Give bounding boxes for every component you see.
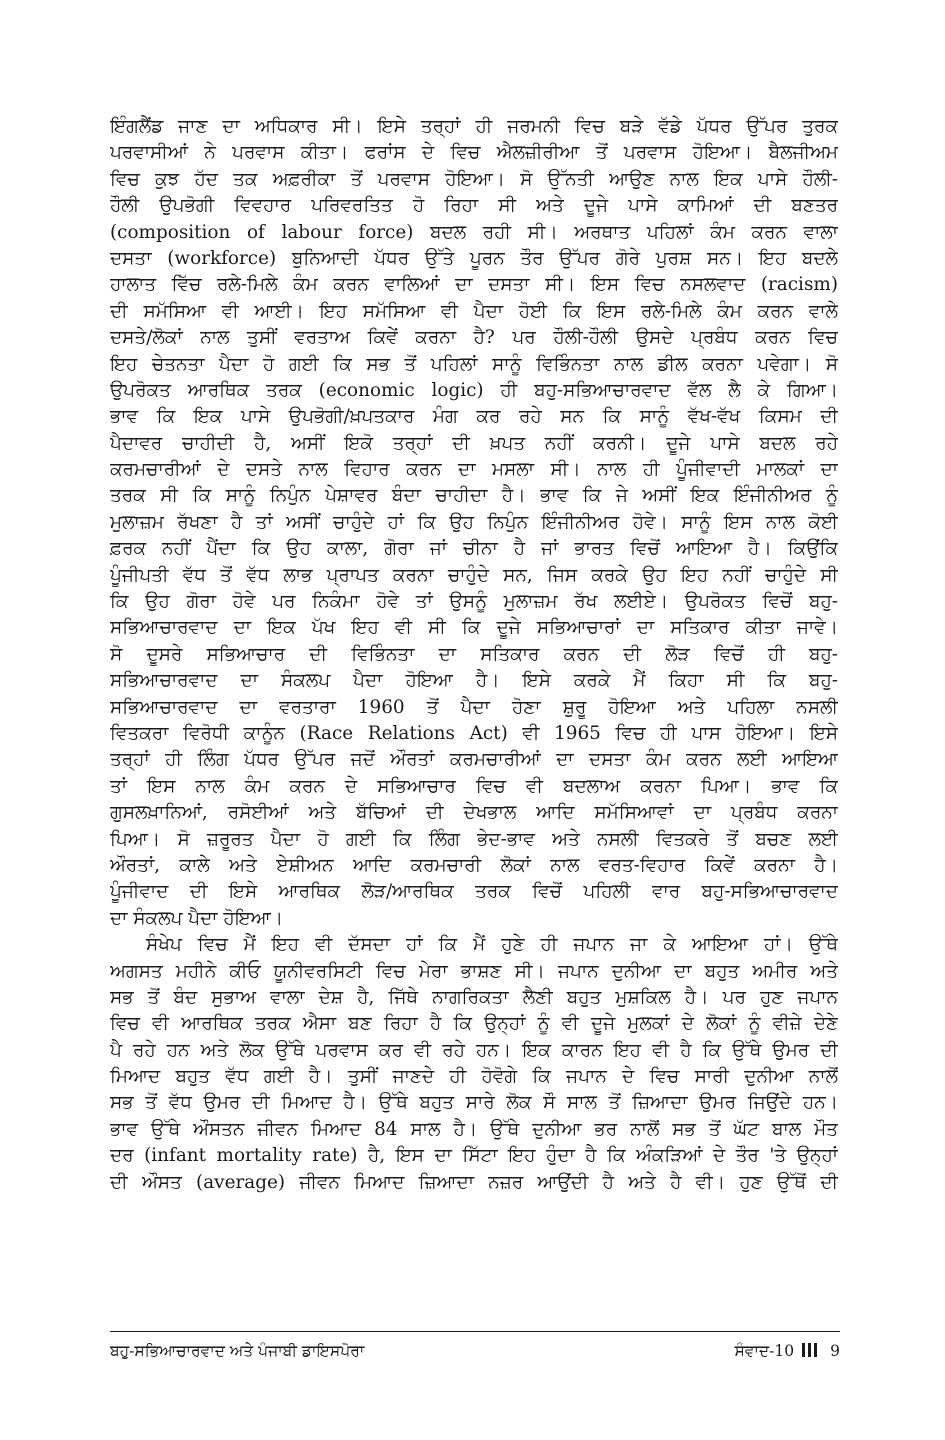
footer-series: ਸੰਵਾਦ-10 xyxy=(734,1342,795,1360)
body-text xyxy=(110,114,838,1196)
footer-rule xyxy=(110,1331,840,1332)
text-line: (composition of labour force) ਬਦਲ ਰਹੀ ਸੀ। ਅਰਥਾਤ ਪਹਿਲਾਂ ਕੰਮ ਕਰਨ ਵਾਲਾ xyxy=(110,221,838,243)
text-line: ਪੂੰਜੀਵਾਦ ਦੀ ਇਸੇ ਆਰਥਿਕ ਲੋੜ/ਆਰਥਿਕ ਤਰਕ ਵਿਚੋਂ ਪਹਿਲੀ ਵਾਰ ਬਹੁ-ਸਭਿਆਚਾਰਵਾਦ xyxy=(110,881,838,903)
text-line: ਹੌਲੀ ਉਪਭੋਗੀ ਵਿਵਹਾਰ ਪਰਿਵਰਤਿਤ ਹੋ ਰਿਹਾ ਸੀ ਅਤੇ ਦੂਜੇ ਪਾਸੇ ਕਾਮਿਆਂ ਦੀ ਬਣਤਰ xyxy=(110,195,838,217)
text-line: ਸਭਿਆਚਾਰਵਾਦ ਦਾ ਸੰਕਲਪ ਪੈਦਾ ਹੋਇਆ ਹੈ। ਇਸੇ ਕਰਕੇ ਮੈਂ ਕਿਹਾ ਸੀ ਕਿ ਬਹੁ- xyxy=(110,670,838,692)
text-line: ਫ਼ਰਕ ਨਹੀਂ ਪੈਂਦਾ ਕਿ ਉਹ ਕਾਲਾ, ਗੋਰਾ ਜਾਂ ਚੀਨਾ ਹੈ ਜਾਂ ਭਾਰਤ ਵਿਚੋਂ ਆਇਆ ਹੈ। ਕਿਉਂਕਿ xyxy=(110,538,838,560)
page-footer xyxy=(110,1338,840,1364)
text-line: ਭਾਵ ਉੱਥੇ ਔਸਤਨ ਜੀਵਨ ਮਿਆਦ 84 ਸਾਲ ਹੈ। ਉੱਥੇ ਦੁਨੀਆ ਭਰ ਨਾਲੋਂ ਸਭ ਤੋਂ ਘੱਟ ਬਾਲ ਮੌਤ xyxy=(110,1118,838,1140)
text-line: ਸਭ ਤੋਂ ਵੱਧ ਉਮਰ ਦੀ ਮਿਆਦ ਹੈ। ਉੱਥੇ ਬਹੁਤ ਸਾਰੇ ਲੋਕ ਸੌ ਸਾਲ ਤੋਂ ਜ਼ਿਆਦਾ ਉਮਰ ਜਿਉਂਦੇ ਹਨ। xyxy=(110,1092,838,1114)
text-line: ਤਰ੍ਹਾਂ ਹੀ ਲਿੰਗ ਪੱਧਰ ਉੱਪਰ ਜਦੋਂ ਔਰਤਾਂ ਕਰਮਚਾਰੀਆਂ ਦਾ ਦਸਤਾ ਕੰਮ ਕਰਨ ਲਈ ਆਇਆ xyxy=(110,749,838,771)
text-line: ਦੀ ਸਮੱਸਿਆ ਵੀ ਆਈ। ਇਹ ਸਮੱਸਿਆ ਵੀ ਪੈਦਾ ਹੋਈ ਕਿ ਇਸ ਰਲੇ-ਮਿਲੇ ਕੰਮ ਕਰਨ ਵਾਲੇ xyxy=(110,300,838,322)
text-line: ਸਭਿਆਚਾਰਵਾਦ ਦਾ ਇਕ ਪੱਖ ਇਹ ਵੀ ਸੀ ਕਿ ਦੂਜੇ ਸਭਿਆਚਾਰਾਂ ਦਾ ਸਤਿਕਾਰ ਕੀਤਾ ਜਾਵੇ। xyxy=(110,617,838,639)
text-line: ਸੰਖੇਪ ਵਿਚ ਮੈਂ ਇਹ ਵੀ ਦੱਸਦਾ ਹਾਂ ਕਿ ਮੈਂ ਹੁਣੇ ਹੀ ਜਪਾਨ ਜਾ ਕੇ ਆਇਆ ਹਾਂ। ਉੱਥੇ xyxy=(146,934,838,956)
text-line: ਵਿਚ ਕੁਝ ਹੱਦ ਤਕ ਅਫ਼ਰੀਕਾ ਤੋਂ ਪਰਵਾਸ ਹੋਇਆ। ਸੋ ਉੱਨਤੀ ਆਉਣ ਨਾਲ ਇਕ ਪਾਸੇ ਹੌਲੀ- xyxy=(110,168,838,190)
text-line: ਦੀ ਔਸਤ (average) ਜੀਵਨ ਮਿਆਦ ਜ਼ਿਆਦਾ ਨਜ਼ਰ ਆਉਂਦੀ ਹੈ ਅਤੇ ਹੈ ਵੀ। ਹੁਣ ਉੱਥੋਂ ਦੀ xyxy=(110,1171,838,1193)
text-line: ਪੈਦਾਵਰ ਚਾਹੀਦੀ ਹੈ, ਅਸੀਂ ਇਕੋ ਤਰ੍ਹਾਂ ਦੀ ਖ਼ਪਤ ਨਹੀਂ ਕਰਨੀ। ਦੂਜੇ ਪਾਸੇ ਬਦਲ ਰਹੇ xyxy=(110,432,838,454)
text-line: ਇਹ ਚੇਤਨਤਾ ਪੈਦਾ ਹੋ ਗਈ ਕਿ ਸਭ ਤੋਂ ਪਹਿਲਾਂ ਸਾਨੂੰ ਵਿਭਿੰਨਤਾ ਨਾਲ ਡੀਲ ਕਰਨਾ ਪਵੇਗਾ। ਸੋ xyxy=(110,353,838,375)
paragraph-2 xyxy=(110,932,838,1196)
footer-right-group xyxy=(734,1338,840,1364)
text-line: ਤਾਂ ਇਸ ਨਾਲ ਕੰਮ ਕਰਨ ਦੇ ਸਭਿਆਚਾਰ ਵਿਚ ਵੀ ਬਦਲਾਅ ਕਰਨਾ ਪਿਆ। ਭਾਵ ਕਿ xyxy=(110,775,838,797)
text-line: ਕਰਮਚਾਰੀਆਂ ਦੇ ਦਸਤੇ ਨਾਲ ਵਿਹਾਰ ਕਰਨ ਦਾ ਮਸਲਾ ਸੀ। ਨਾਲ ਹੀ ਪੂੰਜੀਵਾਦੀ ਮਾਲਕਾਂ ਦਾ xyxy=(110,459,838,481)
footer-book-title: ਬਹੁ-ਸਭਿਆਚਾਰਵਾਦ ਅਤੇ ਪੰਜਾਬੀ ਡਾਇਸਪੋਰਾ xyxy=(110,1342,365,1360)
text-line: ਦਸਤੇ/ਲੋਕਾਂ ਨਾਲ ਤੁਸੀਂ ਵਰਤਾਅ ਕਿਵੇਂ ਕਰਨਾ ਹੈ? ਪਰ ਹੌਲੀ-ਹੌਲੀ ਉਸਦੇ ਪ੍ਰਬੰਧ ਕਰਨ ਵਿਚ xyxy=(110,327,838,349)
text-line: ਅਗਸਤ ਮਹੀਨੇ ਕੀਓ ਯੂਨੀਵਰਸਿਟੀ ਵਿਚ ਮੇਰਾ ਭਾਸ਼ਣ ਸੀ। ਜਪਾਨ ਦੁਨੀਆ ਦਾ ਬਹੁਤ ਅਮੀਰ ਅਤੇ xyxy=(110,960,838,982)
text-line: ਮੁਲਾਜ਼ਮ ਰੱਖਣਾ ਹੈ ਤਾਂ ਅਸੀਂ ਚਾਹੁੰਦੇ ਹਾਂ ਕਿ ਉਹ ਨਿਪੁੰਨ ਇੰਜੀਨੀਅਰ ਹੋਵੇ। ਸਾਨੂੰ ਇਸ ਨਾਲ ਕੋਈ xyxy=(110,511,838,533)
text-line: ਸੋ ਦੂਸਰੇ ਸਭਿਆਚਾਰ ਦੀ ਵਿਭਿੰਨਤਾ ਦਾ ਸਤਿਕਾਰ ਕਰਨ ਦੀ ਲੋੜ ਵਿਚੋਂ ਹੀ ਬਹੁ- xyxy=(110,643,838,665)
text-line: ਪੈ ਰਹੇ ਹਨ ਅਤੇ ਲੋਕ ਉੱਥੇ ਪਰਵਾਸ ਕਰ ਵੀ ਰਹੇ ਹਨ। ਇਕ ਕਾਰਨ ਇਹ ਵੀ ਹੈ ਕਿ ਉੱਥੇ ਉਮਰ ਦੀ xyxy=(110,1039,838,1061)
text-line: ਸਭਿਆਚਾਰਵਾਦ ਦਾ ਵਰਤਾਰਾ 1960 ਤੋਂ ਪੈਦਾ ਹੋਣਾ ਸ਼ੁਰੂ ਹੋਇਆ ਅਤੇ ਪਹਿਲਾ ਨਸਲੀ xyxy=(110,696,838,718)
text-line: ਦਾ ਸੰਕਲਪ ਪੈਦਾ ਹੋਇਆ। xyxy=(110,907,284,929)
text-line: ਦਸਤਾ (workforce) ਬੁਨਿਆਦੀ ਪੱਧਰ ਉੱਤੇ ਪੂਰਨ ਤੌਰ ਉੱਪਰ ਗੋਰੇ ਪੁਰਸ਼ ਸਨ। ਇਹ ਬਦਲੇ xyxy=(110,247,838,269)
text-line: ਵਿਚ ਵੀ ਆਰਥਿਕ ਤਰਕ ਐਸਾ ਬਣ ਰਿਹਾ ਹੈ ਕਿ ਉਨ੍ਹਾਂ ਨੂੰ ਵੀ ਦੂਜੇ ਮੁਲਕਾਂ ਦੇ ਲੋਕਾਂ ਨੂੰ ਵੀਜ਼ੇ ਦੇਣੇ xyxy=(110,1013,838,1035)
text-line: ਗੁਸਲਖ਼ਾਨਿਆਂ, ਰਸੋਈਆਂ ਅਤੇ ਬੱਚਿਆਂ ਦੀ ਦੇਖਭਾਲ ਆਦਿ ਸਮੱਸਿਆਵਾਂ ਦਾ ਪ੍ਰਬੰਧ ਕਰਨਾ xyxy=(110,802,838,824)
text-line: ਉਪਰੋਕਤ ਆਰਥਿਕ ਤਰਕ (economic logic) ਹੀ ਬਹੁ-ਸਭਿਆਚਾਰਵਾਦ ਵੱਲ ਲੈ ਕੇ ਗਿਆ। xyxy=(110,379,838,401)
text-line: ਵਿਤਕਰਾ ਵਿਰੋਧੀ ਕਾਨੂੰਨ (Race Relations Act) ਵੀ 1965 ਵਿਚ ਹੀ ਪਾਸ ਹੋਇਆ। ਇਸੇ xyxy=(110,722,838,744)
text-line: ਤਰਕ ਸੀ ਕਿ ਸਾਨੂੰ ਨਿਪੁੰਨ ਪੇਸ਼ਾਵਰ ਬੰਦਾ ਚਾਹੀਦਾ ਹੈ। ਭਾਵ ਕਿ ਜੇ ਅਸੀਂ ਇਕ ਇੰਜੀਨੀਅਰ ਨੂੰ xyxy=(110,485,838,507)
text-line: ਕਿ ਉਹ ਗੋਰਾ ਹੋਵੇ ਪਰ ਨਿਕੰਮਾ ਹੋਵੇ ਤਾਂ ਉਸਨੂੰ ਮੁਲਾਜ਼ਮ ਰੱਖ ਲਈਏ। ਉਪਰੋਕਤ ਵਿਚੋਂ ਬਹੁ- xyxy=(110,591,838,613)
text-line: ਪੂੰਜੀਪਤੀ ਵੱਧ ਤੋਂ ਵੱਧ ਲਾਭ ਪ੍ਰਾਪਤ ਕਰਨਾ ਚਾਹੁੰਦੇ ਸਨ, ਜਿਸ ਕਰਕੇ ਉਹ ਇਹ ਨਹੀਂ ਚਾਹੁੰਦੇ ਸੀ xyxy=(110,564,838,586)
text-line: ਮਿਆਦ ਬਹੁਤ ਵੱਧ ਗਈ ਹੈ। ਤੁਸੀਂ ਜਾਣਦੇ ਹੀ ਹੋਵੋਗੇ ਕਿ ਜਪਾਨ ਦੇ ਵਿਚ ਸਾਰੀ ਦੁਨੀਆ ਨਾਲੋਂ xyxy=(110,1066,838,1088)
text-line: ਸਭ ਤੋਂ ਬੰਦ ਸੁਭਾਅ ਵਾਲਾ ਦੇਸ਼ ਹੈ, ਜਿੱਥੇ ਨਾਗਰਿਕਤਾ ਲੈਣੀ ਬਹੁਤ ਮੁਸ਼ਕਿਲ ਹੈ। ਪਰ ਹੁਣ ਜਪਾਨ xyxy=(110,986,838,1008)
text-line: ਹਾਲਾਤ ਵਿੱਚ ਰਲੇ-ਮਿਲੇ ਕੰਮ ਕਰਨ ਵਾਲਿਆਂ ਦਾ ਦਸਤਾ ਸੀ। ਇਸ ਵਿਚ ਨਸਲਵਾਦ (racism) xyxy=(110,274,838,296)
text-line: ਔਰਤਾਂ, ਕਾਲੇ ਅਤੇ ਏਸ਼ੀਅਨ ਆਦਿ ਕਰਮਚਾਰੀ ਲੋਕਾਂ ਨਾਲ ਵਰਤ-ਵਿਹਾਰ ਕਿਵੇਂ ਕਰਨਾ ਹੈ। xyxy=(110,854,838,876)
text-line: ਪਰਵਾਸੀਆਂ ਨੇ ਪਰਵਾਸ ਕੀਤਾ। ਫਰਾਂਸ ਦੇ ਵਿਚ ਐਲਜ਼ੀਰੀਆ ਤੋਂ ਪਰਵਾਸ ਹੋਇਆ। ਬੈਲਜੀਅਮ xyxy=(110,142,838,164)
text-line: ਇੰਗਲੈਂਡ ਜਾਣ ਦਾ ਅਧਿਕਾਰ ਸੀ। ਇਸੇ ਤਰ੍ਹਾਂ ਹੀ ਜਰਮਨੀ ਵਿਚ ਬੜੇ ਵੱਡੇ ਪੱਧਰ ਉੱਪਰ ਤੁਰਕ xyxy=(110,116,838,137)
text-line: ਦਰ (infant mortality rate) ਹੈ, ਇਸ ਦਾ ਸਿੱਟਾ ਇਹ ਹੁੰਦਾ ਹੈ ਕਿ ਅੰਕੜਿਆਂ ਦੇ ਤੌਰ 'ਤੇ ਉਨ੍ਹਾਂ xyxy=(110,1145,838,1167)
footer-separator-bars-icon xyxy=(802,1343,818,1357)
page-number: 9 xyxy=(830,1342,840,1360)
text-line: ਪਿਆ। ਸੋ ਜ਼ਰੂਰਤ ਪੈਦਾ ਹੋ ਗਈ ਕਿ ਲਿੰਗ ਭੇਦ-ਭਾਵ ਅਤੇ ਨਸਲੀ ਵਿਤਕਰੇ ਤੋਂ ਬਚਣ ਲਈ xyxy=(110,828,838,850)
text-line: ਭਾਵ ਕਿ ਇਕ ਪਾਸੇ ਉਪਭੋਗੀ/ਖ਼ਪਤਕਾਰ ਮੰਗ ਕਰ ਰਹੇ ਸਨ ਕਿ ਸਾਨੂੰ ਵੱਖ-ਵੱਖ ਕਿਸਮ ਦੀ xyxy=(110,406,838,428)
paragraph-1 xyxy=(110,114,838,932)
